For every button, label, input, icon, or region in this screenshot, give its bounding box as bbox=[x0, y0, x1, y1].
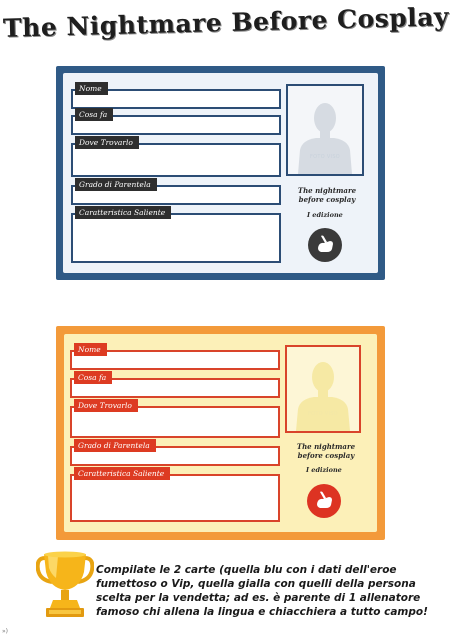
hand-with-feather-icon bbox=[307, 484, 341, 518]
card-logo bbox=[307, 484, 341, 518]
brand-line-2: before cosplay bbox=[298, 195, 356, 204]
photo-box[interactable] bbox=[286, 84, 364, 176]
card-inner bbox=[64, 334, 377, 532]
field-dove-trovarlo[interactable] bbox=[71, 138, 281, 177]
field-grado-parentela[interactable] bbox=[71, 180, 281, 205]
photo-box[interactable] bbox=[285, 345, 361, 433]
field-label: Nome bbox=[75, 82, 108, 95]
corner-mark: ») bbox=[2, 628, 9, 635]
hand-with-feather-icon bbox=[308, 228, 342, 262]
field-label: Cosa fa bbox=[74, 371, 112, 384]
edition-label: I edizione bbox=[306, 466, 342, 474]
person-silhouette-icon bbox=[288, 86, 362, 174]
field-dove-trovarlo[interactable] bbox=[70, 401, 280, 438]
field-label: Dove Trovarlo bbox=[74, 399, 138, 412]
person-silhouette-icon bbox=[287, 347, 359, 431]
field-nome[interactable] bbox=[71, 84, 281, 109]
field-label: Cosa fa bbox=[75, 108, 113, 121]
brand-line-2: before cosplay bbox=[297, 451, 355, 460]
photo-caption: FOTO VISO bbox=[307, 411, 339, 417]
yellow-target-card bbox=[56, 326, 385, 540]
field-caratteristica-saliente[interactable] bbox=[70, 469, 280, 522]
card-inner bbox=[63, 73, 378, 273]
field-cosa-fa[interactable] bbox=[70, 373, 280, 398]
trophy-icon bbox=[36, 550, 94, 622]
field-label: Caratteristica Saliente bbox=[75, 206, 171, 219]
blue-hero-card bbox=[56, 66, 385, 280]
instructions-text: Compilate le 2 carte (quella blu con i dati dell'eroe fumettoso o Vip, quella gialla con quelli della persona scelta per la vendetta; ad es. è parente di 1 allenatore famoso chi allena la lingua e chiacchiera a tutto campo! bbox=[96, 564, 428, 618]
page-title: The Nightmare Before Cosplay bbox=[2, 2, 450, 43]
brand-line-1: The nightmare bbox=[297, 186, 357, 195]
field-cosa-fa[interactable] bbox=[71, 110, 281, 135]
field-label: Dove Trovarlo bbox=[75, 136, 139, 149]
photo-caption: FOTO VISO bbox=[309, 154, 341, 160]
brand-text bbox=[289, 186, 365, 204]
edition-label: I edizione bbox=[307, 211, 343, 219]
field-label: Grado di Parentela bbox=[74, 439, 156, 452]
field-label: Grado di Parentela bbox=[75, 178, 157, 191]
field-grado-parentela[interactable] bbox=[70, 441, 280, 466]
card-logo bbox=[308, 228, 342, 262]
brand-line-1: The nightmare bbox=[296, 442, 356, 451]
field-nome[interactable] bbox=[70, 345, 280, 370]
field-label: Nome bbox=[74, 343, 107, 356]
field-caratteristica-saliente[interactable] bbox=[71, 208, 281, 263]
field-label: Caratteristica Saliente bbox=[74, 467, 170, 480]
brand-text bbox=[288, 442, 364, 460]
